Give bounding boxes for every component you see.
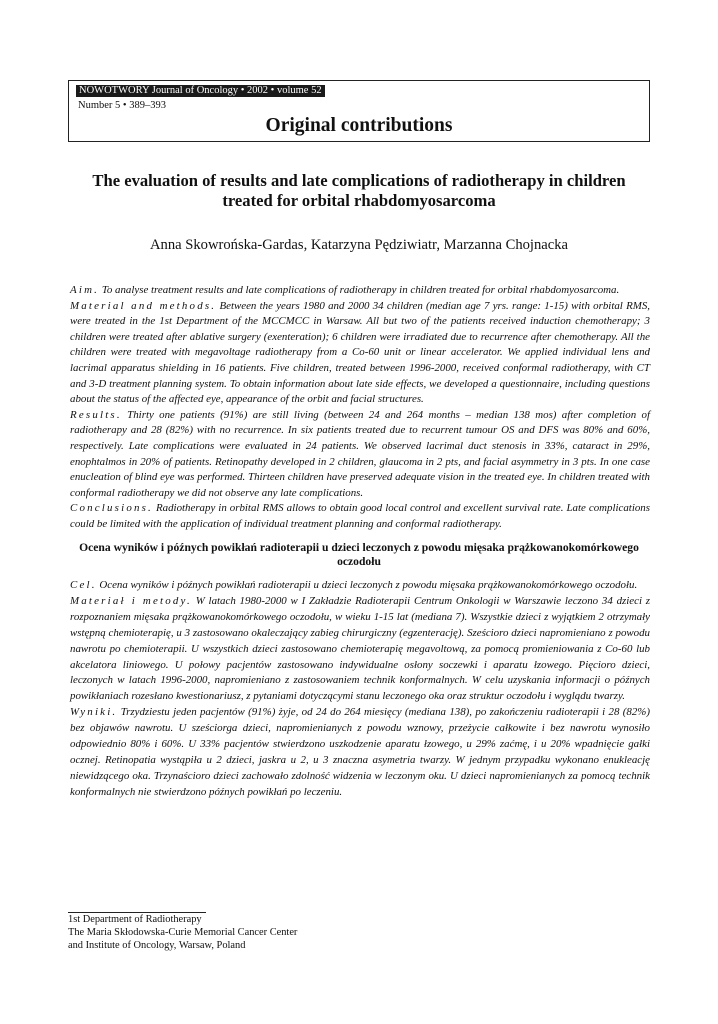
footnote-line-2: The Maria Skłodowska-Curie Memorial Cancer Center (68, 926, 298, 938)
footnote-line-3: and Institute of Oncology, Warsaw, Poland (68, 939, 246, 951)
footnote-divider (68, 912, 206, 913)
journal-header-box (68, 80, 650, 142)
methods-label: Material and methods. (70, 299, 217, 312)
polish-results (70, 705, 650, 800)
polish-abstract (70, 578, 650, 801)
section-title: Original contributions (265, 115, 453, 136)
abstract-conclusions (70, 501, 650, 532)
polish-aim-label: Cel. (70, 579, 97, 591)
affiliation-footnote (68, 914, 297, 952)
results-label: Results. (70, 408, 122, 421)
abstract-methods (70, 299, 650, 408)
conclusions-label: Conclusions. (70, 502, 153, 515)
methods-text: Between the years 1980 and 2000 34 children (median age 7 yrs. range: 1-15) with orbital RMS, were treated in the 1st Department of the MCCMCC in Warsaw. All but two of the patients received induction chemotherapy; 3 children were treated after ablative surgery (exenteration); 6 children were irradiated due to recurrence after chemotherapy. All the children were treated with megavoltage radiotherapy from a Co-60 unit or linear accelerator. We applied individual lens and lacrimal apparatus shielding in 16 patients. Five children, treated between 1996-2000, received conformal radiotherapy, with CT and 3-D treatment planning system. To obtain information about late side effects, we developed a questionnaire, including questions about the status of the affected eye, appearance of the orbit and facial structures. (70, 299, 650, 406)
paper-title: The evaluation of results and late complications of radiotherapy in children treated for orbital rhabdomyosarcoma (92, 171, 626, 210)
polish-results-label: Wyniki. (70, 706, 118, 719)
polish-methods-text: W latach 1980-2000 w I Zakładzie Radioterapii Centrum Onkologii w Warszawie leczono 34 dzieci z rozpoznaniem mięsaka prążkowanokomórkowego oczodołu, w wieku 1-15 lat (mediana 7). Wszystkie dzieci z wyjątkiem 2 otrzymały wstępną chemioterapię, u 3 zastosowano okaleczający zabieg chirurgiczny (egzenterację). Sześcioro dzieci napromieniano z powodu nawrotu po chemioterapii. U wszystkich dzieci zastosowano chemioterapię megavoltową, za pomocą promieniowania z Co-60 lub akcelatora liniowego. U połowy pacjentów zastosowano indywidualne osłony soczewki i aparatu łzowego. Pięcioro dzieci, leczonych w latach 1996-2000, napromieniano z zastosowaniem technik konformalnych. W celu uzyskania informacji o późnych powikłaniach rozesłano kwestionariusz, z pytaniami dotyczącymi stanu leczonego oka oraz struktur oczodołu i wyglądu twarzy. (70, 594, 650, 703)
polish-methods-label: Materiał i metody. (70, 594, 192, 607)
polish-methods (70, 594, 650, 705)
authors: Anna Skowrońska-Gardas, Katarzyna Pędziwiatr, Marzanna Chojnacka (149, 237, 569, 253)
conclusions-text: Radiotherapy in orbital RMS allows to obtain good local control and excellent survival rate. Late complications could be limited with the application of individual treatment planning and conformal radiotherapy. (70, 502, 650, 530)
abstract-aim (70, 283, 650, 299)
polish-aim (70, 578, 650, 594)
aim-text: To analyse treatment results and late complications of radiotherapy in children treated for orbital rhabdomyosarcoma. (101, 284, 620, 296)
journal-info: NOWOTWORY Journal of Oncology • 2002 • volume 52 (76, 85, 325, 97)
aim-label: Aim. (70, 284, 100, 296)
issue-info: Number 5 • 389–393 (78, 100, 166, 111)
footnote-line-1: 1st Department of Radiotherapy (68, 914, 202, 925)
polish-aim-text: Ocena wyników i późnych powikłań radioterapii u dzieci leczonych z powodu mięsaka prążkowanokomórkowego oczodołu. (99, 579, 638, 591)
polish-title: Ocena wyników i późnych powikłań radioterapii u dzieci leczonych z powodu mięsaka prążkowanokomórkowego oczodołu (79, 541, 639, 568)
polish-results-text: Trzydziestu jeden pacjentów (91%) żyje, od 24 do 264 miesięcy (mediana 138), po zakończeniu radioterapii i 28 (82%) bez objawów nawrotu. U sześciorga dzieci, napromienianych z powodu wznowy, przeżycie całkowite i bez nawrotu wynosiło odpowiednio 80% i 60%. U 33% pacjentów stwierdzono uszkodzenie aparatu łzowego, u 29% zaćmę, i u 20% wpadnięcie gałki ocznej. Retinopatia wystąpiła u 2 dzieci, jaskra u 2, u 3 znaczna asymetria twarzy. W jednym przypadku wykonano enukleację niewidzącego oka. Trzynaścioro dzieci zachowało zdolność widzenia w leczonym oku. U dzieci napromienianych za pomocą technik konformalnych nie stwierdzono późnych powikłań po leczeniu. (70, 706, 650, 798)
english-abstract (70, 283, 650, 533)
abstract-results (70, 408, 650, 502)
results-text: Thirty one patients (91%) are still living (between 24 and 264 months – median 138 mos) after completion of radiotherapy and 28 (82%) with no recurrence. In six patients treated due to recurrent tumour OS and DFS was 80% and 60%, respectively. Late complications were evaluated in 24 patients. We observed lacrimal duct stenosis in 33%, cataract in 29%, enophtalmos in 20% of patients. Retinopathy developed in 2 children, glaucoma in 2 pts, and facial asymmetry in 3 pts. In one case enucleation of blind eye was performed. Thirteen children have preserved adequate vision in the treated eye. In children treated with conformal radiotherapy we did not observe any late complications. (70, 408, 650, 499)
